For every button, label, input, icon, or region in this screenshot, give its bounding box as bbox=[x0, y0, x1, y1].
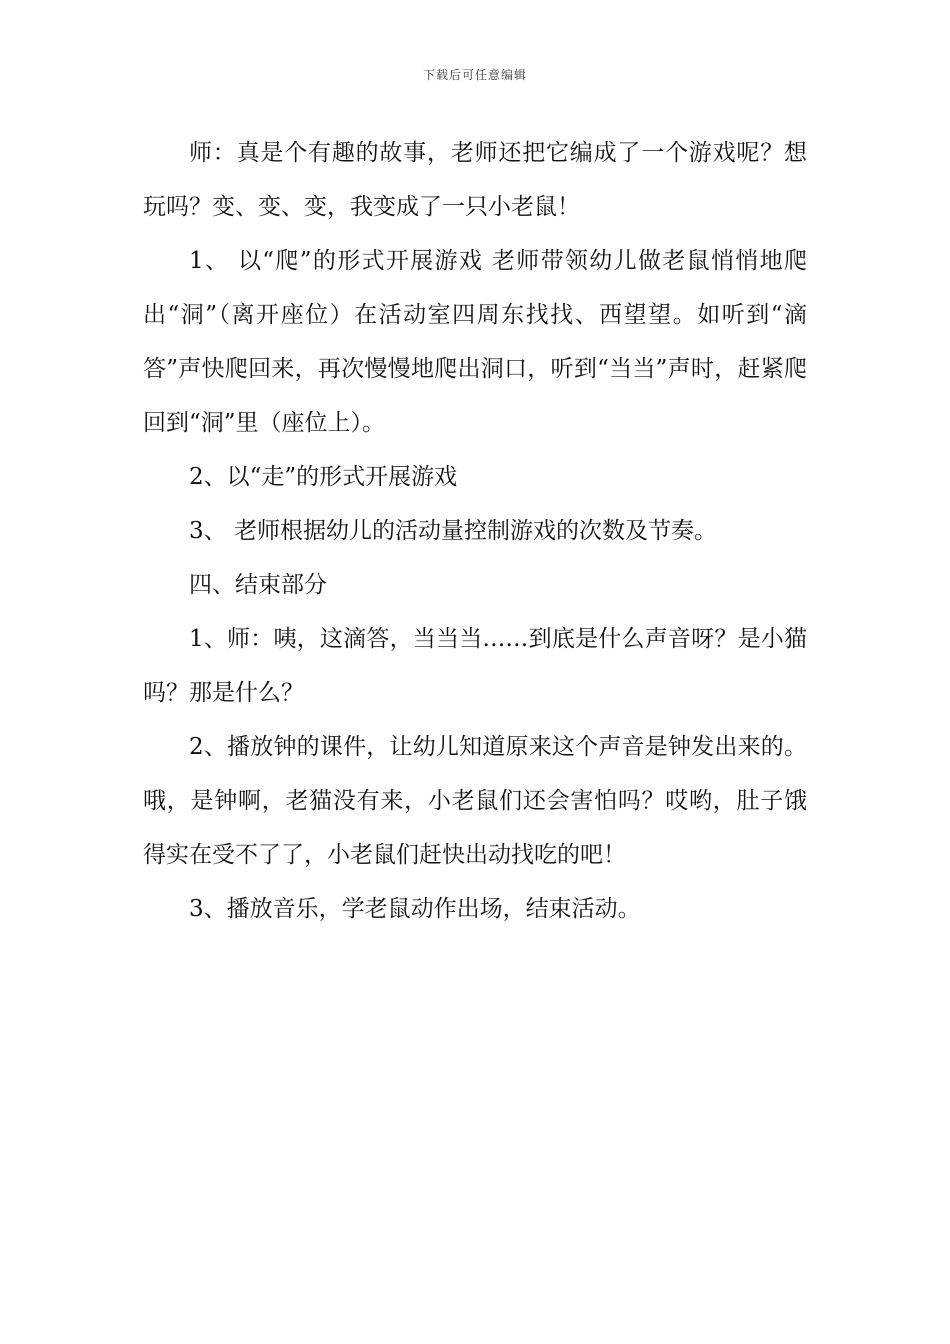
paragraph-game-control: 3、 老师根据幼儿的活动量控制游戏的次数及节奏。 bbox=[189, 518, 717, 544]
paragraph-teacher-story: 师：真是个有趣的故事，老师还把它编成了一个游戏呢？想玩吗？变、变、变，我变成了一只小老鼠！ bbox=[143, 140, 807, 220]
paragraph-what-sound: 1、师：咦，这滴答，当当当……到底是什么声音呀？是小猫吗？那是什么？ bbox=[143, 626, 807, 706]
document-body bbox=[143, 126, 807, 936]
paragraph-walk-game: 2、以“走”的形式开展游戏 bbox=[189, 464, 458, 490]
section-heading-ending: 四、结束部分 bbox=[189, 572, 327, 598]
paragraph-music-exit: 3、播放音乐，学老鼠动作出场，结束活动。 bbox=[189, 896, 641, 922]
paragraph-crawl-game: 1、 以“爬”的形式开展游戏 老师带领幼儿做老鼠悄悄地爬出“洞”（离开座位）在活动室四周东找找、西望望。如听到“滴答”声快爬回来，再次慢慢地爬出洞口，听到“当当”声时，赶紧爬回到“洞”里（座位上）。 bbox=[143, 248, 807, 436]
page-header: 下载后可任意编辑 bbox=[422, 68, 527, 82]
paragraph-clock-courseware: 2、播放钟的课件，让幼儿知道原来这个声音是钟发出来的。哦，是钟啊，老猫没有来，小老鼠们还会害怕吗？哎哟，肚子饿得实在受不了了，小老鼠们赶快出动找吃的吧！ bbox=[143, 734, 807, 868]
